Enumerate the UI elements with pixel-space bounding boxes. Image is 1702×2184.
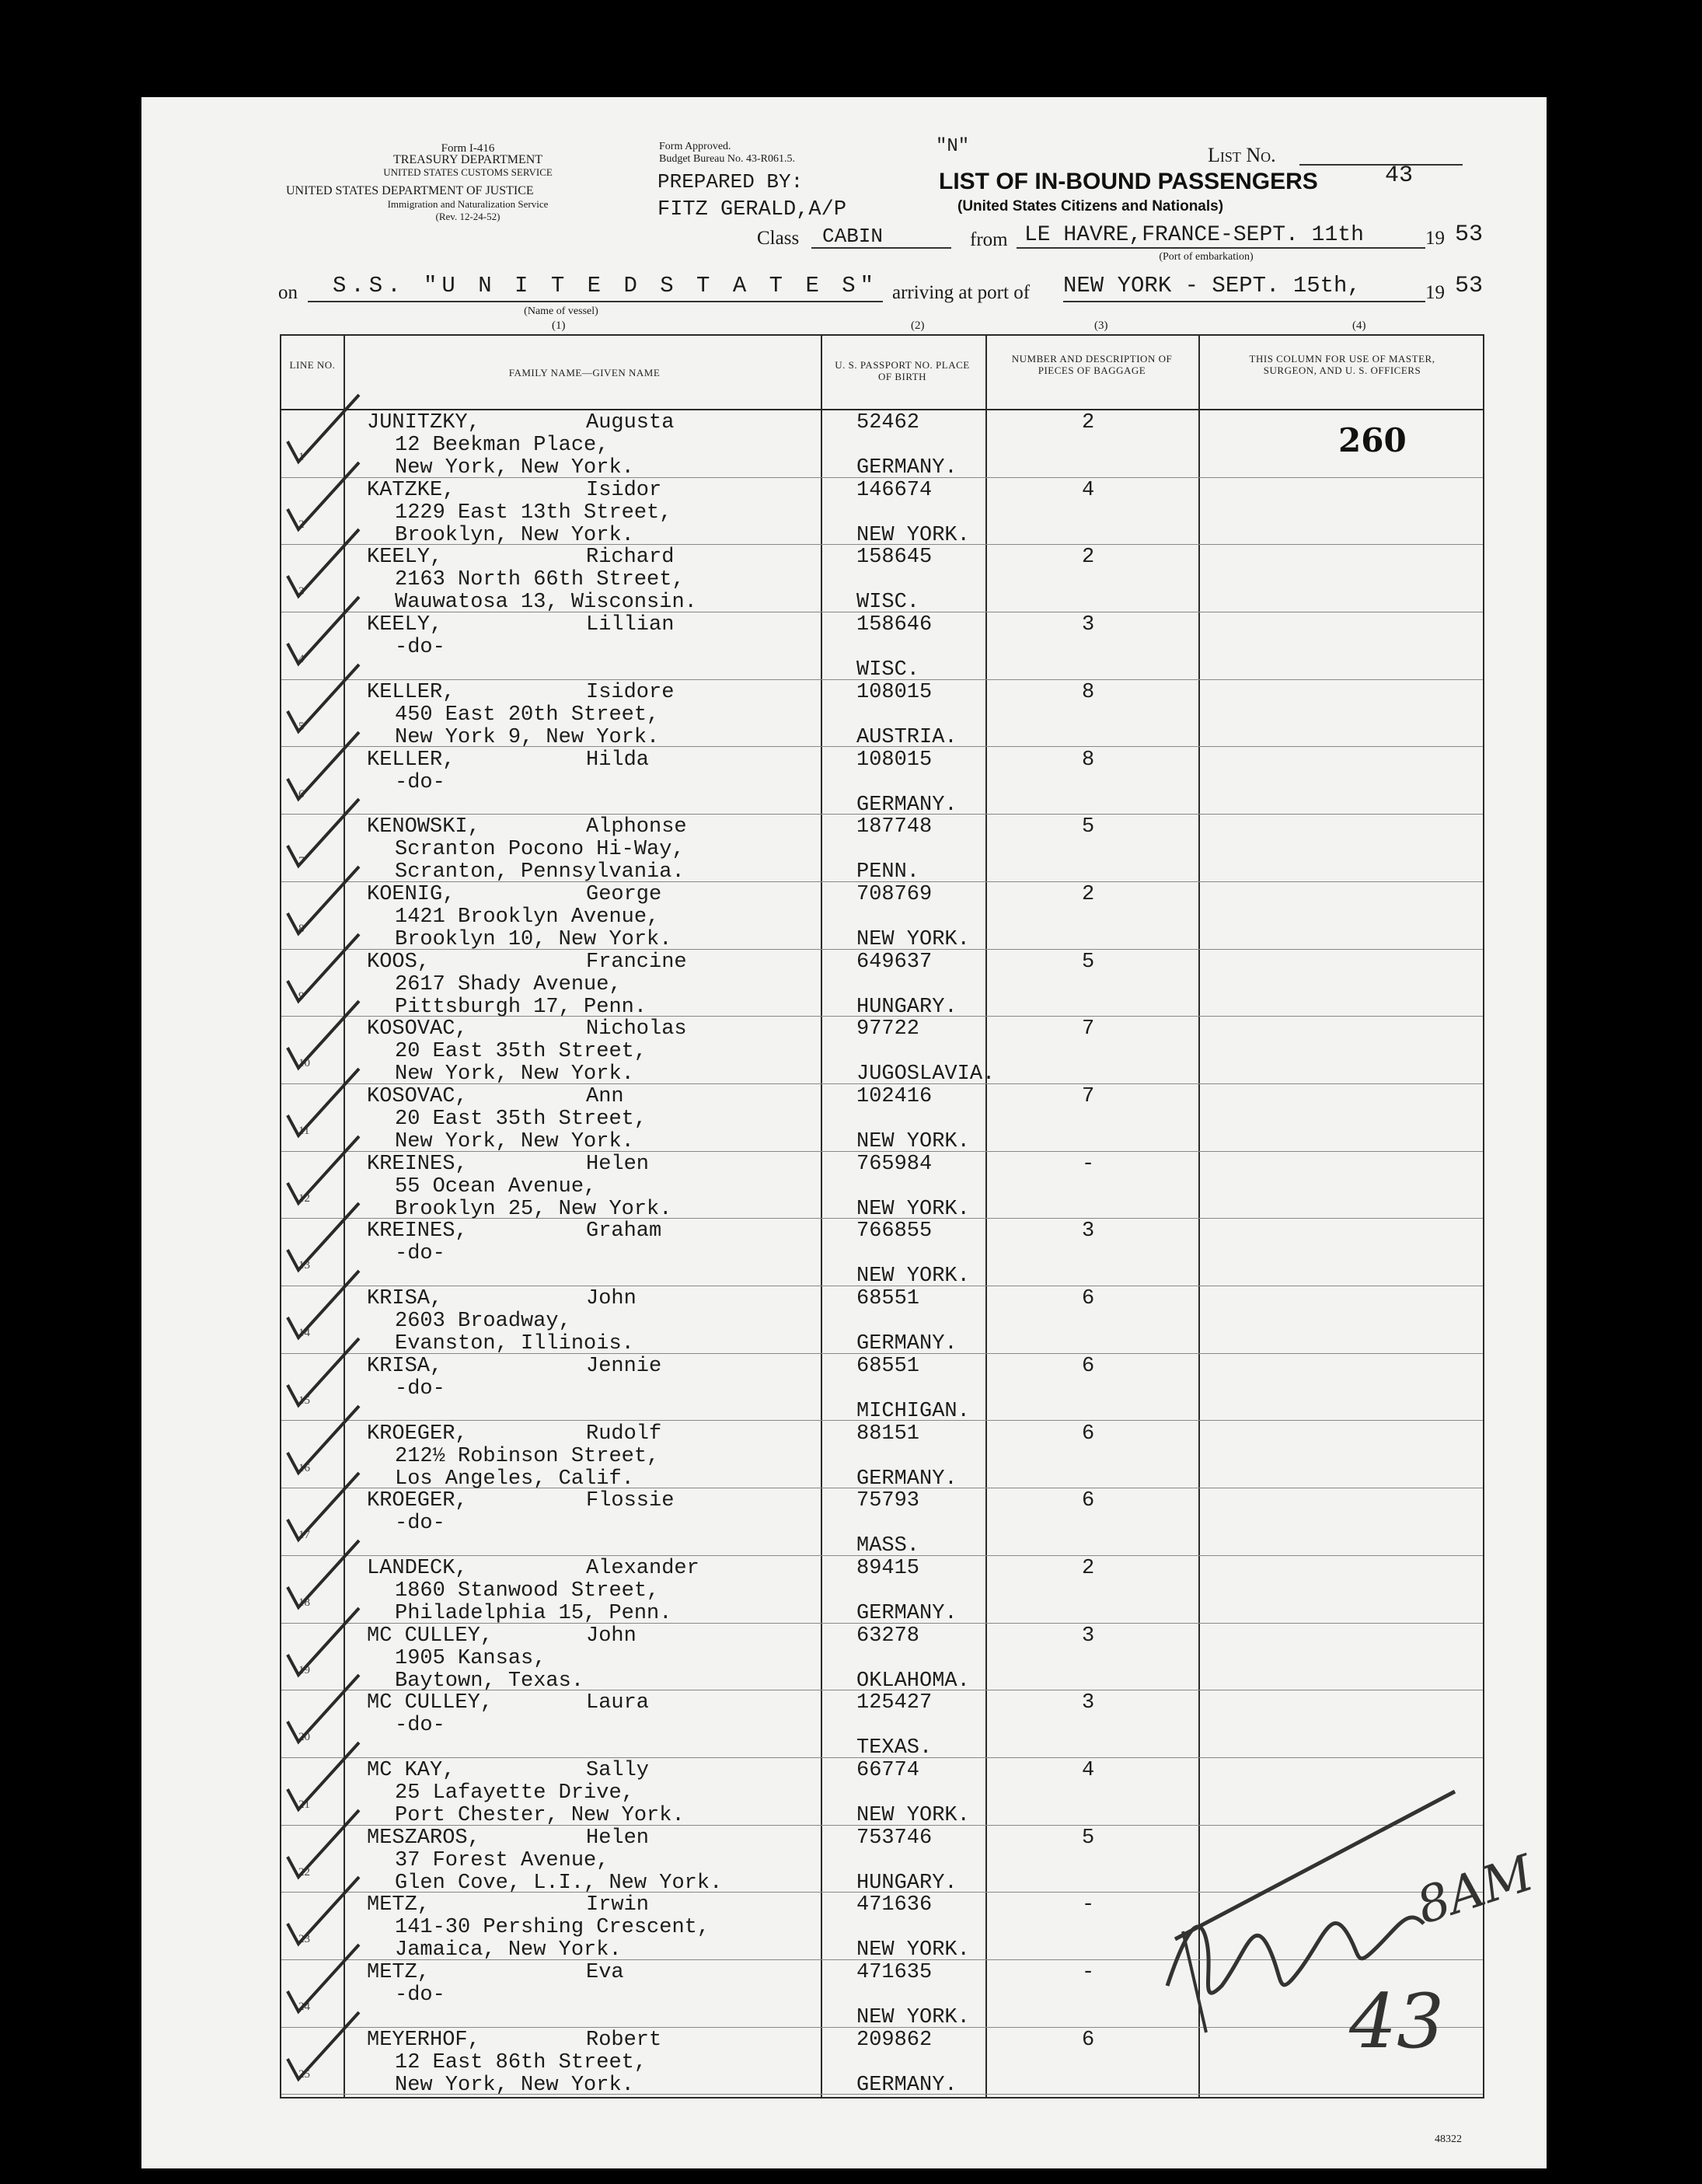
given-name: Graham: [586, 1219, 662, 1244]
table-row: [281, 1422, 1483, 1489]
given-name: Robert: [586, 2028, 662, 2052]
place-of-birth: NEW YORK.: [856, 1130, 970, 1153]
handwritten-count: 43: [1349, 1978, 1445, 2065]
address-line-1: -do-: [395, 1983, 445, 2008]
officer-note: 260: [1338, 421, 1407, 459]
line-number: 8: [298, 922, 305, 935]
passport-number: 108015: [856, 748, 933, 772]
baggage-count: 6: [1082, 1422, 1095, 1446]
table-row: [281, 748, 1483, 815]
address-line-2: Scranton, Pennsylvania.: [395, 860, 685, 884]
table-row: [281, 882, 1483, 950]
baggage-count: 6: [1082, 1489, 1095, 1513]
line-number: 16: [298, 1461, 310, 1474]
on-label: on: [278, 282, 298, 303]
given-name: Sally: [586, 1759, 650, 1782]
family-name: METZ,: [367, 1961, 431, 1985]
table-row: [281, 815, 1483, 882]
col-header-passport: U. S. PASSPORT NO. PLACE OF BIRTH: [835, 359, 970, 382]
table-row: [281, 410, 1483, 478]
place-of-birth: WISC.: [856, 591, 920, 615]
address-line-1: 212½ Robinson Street,: [395, 1444, 660, 1468]
address-line-1: 20 East 35th Street,: [395, 1040, 647, 1064]
class-value: CABIN: [822, 225, 884, 248]
line-number: 15: [298, 1394, 310, 1407]
address-line-1: -do-: [395, 1512, 445, 1536]
passport-number: 146674: [856, 478, 933, 502]
prepared-by: FITZ GERALD,A/P: [657, 198, 847, 222]
place-of-birth: OKLAHOMA.: [856, 1669, 970, 1693]
passport-number: 66774: [856, 1759, 920, 1782]
family-name: LANDECK,: [367, 1556, 468, 1580]
address-line-2: Port Chester, New York.: [395, 1804, 685, 1827]
baggage-count: 3: [1082, 1219, 1095, 1244]
place-of-birth: NEW YORK.: [856, 2006, 970, 2030]
place-of-birth: AUSTRIA.: [856, 725, 957, 749]
manifest-sheet: [141, 97, 1547, 2168]
family-name: KROEGER,: [367, 1489, 468, 1513]
place-of-birth: PENN.: [856, 860, 920, 884]
arrival-year-prefix: 19: [1425, 282, 1445, 303]
from-year-prefix: 19: [1425, 228, 1445, 249]
arrival-line: [1063, 301, 1425, 302]
place-of-birth: HUNGARY.: [856, 995, 957, 1019]
table-row: [281, 1152, 1483, 1219]
line-number: 7: [298, 855, 305, 868]
table-row: [281, 950, 1483, 1017]
baggage-count: 8: [1082, 748, 1095, 772]
given-name: Isidor: [586, 478, 662, 502]
line-number: 11: [298, 1125, 310, 1137]
line-number: 23: [298, 1933, 310, 1946]
address-line-1: 1229 East 13th Street,: [395, 501, 672, 525]
family-name: KATZKE,: [367, 478, 455, 502]
place-of-birth: GERMANY.: [856, 1332, 957, 1356]
line-number: 17: [298, 1529, 310, 1542]
from-label: from: [970, 229, 1008, 250]
address-line-2: Evanston, Illinois.: [395, 1332, 634, 1356]
place-of-birth: HUNGARY.: [856, 1871, 957, 1895]
passport-number: 649637: [856, 950, 933, 974]
customs-service: UNITED STATES CUSTOMS SERVICE: [383, 166, 553, 178]
address-line-1: 2603 Broadway,: [395, 1310, 571, 1334]
place-of-birth: NEW YORK.: [856, 523, 970, 547]
place-of-birth: NEW YORK.: [856, 1938, 970, 1962]
from-year: 53: [1455, 222, 1484, 248]
address-line-1: Scranton Pocono Hi-Way,: [395, 838, 685, 862]
given-name: George: [586, 882, 662, 906]
address-line-1: 20 East 35th Street,: [395, 1108, 647, 1131]
given-name: Alphonse: [586, 815, 687, 839]
budget-bureau: Budget Bureau No. 43-R061.5.: [659, 153, 795, 165]
list-no: 43: [1385, 162, 1414, 189]
given-name: Eva: [586, 1961, 624, 1985]
place-of-birth: WISC.: [856, 658, 920, 682]
address-line-2: Baytown, Texas.: [395, 1669, 584, 1693]
address-line-1: -do-: [395, 770, 445, 794]
family-name: KROEGER,: [367, 1422, 468, 1446]
port-caption: (Port of embarkation): [1159, 251, 1254, 263]
passport-number: 102416: [856, 1085, 933, 1108]
baggage-count: 5: [1082, 950, 1095, 974]
address-line-1: -do-: [395, 636, 445, 660]
given-name: Ann: [586, 1085, 624, 1108]
baggage-count: 4: [1082, 478, 1095, 502]
address-line-1: 2617 Shady Avenue,: [395, 972, 622, 996]
line-number: 10: [298, 1057, 310, 1070]
address-line-2: Philadelphia 15, Penn.: [395, 1601, 672, 1625]
baggage-count: 8: [1082, 680, 1095, 704]
passport-number: 89415: [856, 1556, 920, 1580]
baggage-count: 6: [1082, 1287, 1095, 1311]
list-no-line: [1299, 164, 1463, 166]
vessel-line: [308, 301, 883, 302]
line-number: 24: [298, 2001, 310, 2014]
address-line-2: Wauwatosa 13, Wisconsin.: [395, 591, 697, 615]
table-row: [281, 1488, 1483, 1556]
address-line-2: New York, New York.: [395, 1130, 634, 1153]
place-of-birth: GERMANY.: [856, 1601, 957, 1625]
checkmark-icon: [281, 2004, 367, 2090]
family-name: KEELY,: [367, 546, 443, 570]
passport-number: 68551: [856, 1287, 920, 1311]
n-mark: "N": [936, 136, 970, 157]
baggage-count: 6: [1082, 2028, 1095, 2052]
line-number: 18: [298, 1596, 310, 1609]
family-name: JUNITZKY,: [367, 411, 480, 434]
place-of-birth: GERMANY.: [856, 456, 957, 480]
from-port: LE HAVRE,FRANCE-SEPT. 11th: [1024, 223, 1364, 247]
given-name: Isidore: [586, 680, 675, 704]
address-line-1: 55 Ocean Avenue,: [395, 1174, 597, 1198]
family-name: KOENIG,: [367, 882, 455, 906]
from-line: [1017, 247, 1425, 249]
vessel-caption: (Name of vessel): [524, 305, 598, 317]
col-header-officers: THIS COLUMN FOR USE OF MASTER, SURGEON, AND U. S. OFFICERS: [1249, 353, 1435, 376]
family-name: KREINES,: [367, 1152, 468, 1176]
arrival-port: NEW YORK - SEPT. 15th,: [1063, 273, 1361, 298]
family-name: MC CULLEY,: [367, 1691, 494, 1715]
passport-number: 52462: [856, 411, 920, 434]
footer-form-number: 48322: [1435, 2133, 1462, 2145]
table-row: [281, 545, 1483, 615]
line-number: 21: [298, 1798, 310, 1811]
passport-number: 765984: [856, 1152, 933, 1176]
form-approved: Form Approved.: [659, 141, 731, 152]
baggage-count: 2: [1082, 411, 1095, 434]
address-line-1: 25 Lafayette Drive,: [395, 1781, 634, 1805]
given-name: Helen: [586, 1826, 650, 1850]
address-line-1: 450 East 20th Street,: [395, 703, 660, 727]
table-row: [281, 1690, 1483, 1758]
family-name: KEELY,: [367, 613, 443, 637]
passport-number: 158645: [856, 546, 933, 570]
passport-number: 68551: [856, 1354, 920, 1378]
line-number: 13: [298, 1259, 310, 1272]
given-name: Lillian: [586, 613, 675, 637]
address-line-1: 141-30 Pershing Crescent,: [395, 1916, 710, 1940]
arriving-label: arriving at port of: [892, 282, 1031, 303]
address-line-2: Brooklyn 10, New York.: [395, 927, 672, 951]
place-of-birth: GERMANY.: [856, 2073, 957, 2097]
line-number: 25: [298, 2067, 310, 2081]
address-line-2: New York, New York.: [395, 2073, 634, 2097]
given-name: Nicholas: [586, 1017, 687, 1041]
line-number: 5: [298, 720, 305, 733]
place-of-birth: NEW YORK.: [856, 1265, 970, 1289]
passport-number: 88151: [856, 1422, 920, 1446]
justice-dept: UNITED STATES DEPARTMENT OF JUSTICE: [286, 184, 534, 197]
given-name: Hilda: [586, 748, 650, 772]
address-line-2: Glen Cove, L.I., New York.: [395, 1871, 723, 1895]
passport-number: 766855: [856, 1219, 933, 1244]
baggage-count: 7: [1082, 1085, 1095, 1108]
given-name: Alexander: [586, 1556, 699, 1580]
revision-date: (Rev. 12-24-52): [435, 211, 500, 222]
baggage-count: 6: [1082, 1354, 1095, 1378]
table-row: [281, 1219, 1483, 1289]
family-name: MESZAROS,: [367, 1826, 480, 1850]
given-name: Helen: [586, 1152, 650, 1176]
address-line-1: 1905 Kansas,: [395, 1646, 546, 1670]
line-number: 6: [298, 787, 305, 801]
treasury-dept: TREASURY DEPARTMENT: [392, 153, 543, 166]
address-line-2: New York 9, New York.: [395, 725, 660, 749]
passport-number: 75793: [856, 1489, 920, 1513]
list-subtitle: (United States Citizens and Nationals): [957, 198, 1224, 215]
address-line-1: 2163 North 66th Street,: [395, 568, 685, 592]
family-name: KRISA,: [367, 1287, 443, 1311]
given-name: Laura: [586, 1691, 650, 1715]
passport-number: 753746: [856, 1826, 933, 1850]
given-name: Richard: [586, 546, 675, 570]
ins-service: Immigration and Naturalization Service: [387, 198, 549, 210]
passport-number: 108015: [856, 680, 933, 704]
table-row: [281, 1017, 1483, 1087]
address-line-2: New York, New York.: [395, 1062, 634, 1087]
given-name: Rudolf: [586, 1422, 662, 1446]
place-of-birth: TEXAS.: [856, 1736, 933, 1760]
family-name: KELLER,: [367, 680, 455, 704]
address-line-1: -do-: [395, 1376, 445, 1401]
family-name: KOSOVAC,: [367, 1017, 468, 1041]
passport-number: 471635: [856, 1961, 933, 1985]
table-row: [281, 612, 1483, 680]
table-row: [281, 478, 1483, 546]
passport-number: 187748: [856, 815, 933, 839]
baggage-count: 5: [1082, 815, 1095, 839]
baggage-count: 3: [1082, 1624, 1095, 1648]
address-line-1: 12 East 86th Street,: [395, 2050, 647, 2074]
table-row: [281, 1354, 1483, 1422]
address-line-2: Brooklyn 25, New York.: [395, 1197, 672, 1221]
col-header-line-no: LINE NO.: [289, 359, 336, 371]
col-number-4: (4): [1352, 319, 1366, 332]
place-of-birth: GERMANY.: [856, 1467, 957, 1491]
line-number: 4: [298, 653, 305, 666]
line-number: 22: [298, 1865, 310, 1879]
place-of-birth: NEW YORK.: [856, 1804, 970, 1827]
line-number: 19: [298, 1663, 310, 1676]
family-name: KOOS,: [367, 950, 431, 974]
passport-number: 158646: [856, 613, 933, 637]
list-no-label: List No.: [1208, 144, 1276, 166]
col-number-3: (3): [1094, 319, 1108, 332]
passport-number: 471636: [856, 1893, 933, 1917]
place-of-birth: NEW YORK.: [856, 1197, 970, 1221]
address-line-2: Jamaica, New York.: [395, 1938, 622, 1962]
passport-number: 97722: [856, 1017, 920, 1041]
given-name: John: [586, 1624, 637, 1648]
family-name: KELLER,: [367, 748, 455, 772]
vessel-name: S.S. "U N I T E D S T A T E S": [333, 273, 879, 298]
given-name: Augusta: [586, 411, 675, 434]
address-line-1: -do-: [395, 1714, 445, 1738]
given-name: Flossie: [586, 1489, 675, 1513]
family-name: KOSOVAC,: [367, 1085, 468, 1108]
address-line-2: Brooklyn, New York.: [395, 523, 634, 547]
col-header-baggage: NUMBER AND DESCRIPTION OF PIECES OF BAGGAGE: [1011, 353, 1173, 376]
passport-number: 708769: [856, 882, 933, 906]
line-number: 20: [298, 1731, 310, 1744]
prepared-by-label: PREPARED BY:: [657, 170, 804, 194]
baggage-count: 7: [1082, 1017, 1095, 1041]
address-line-2: Los Angeles, Calif.: [395, 1467, 634, 1491]
given-name: Francine: [586, 950, 687, 974]
given-name: Irwin: [586, 1893, 650, 1917]
table-row: [281, 680, 1483, 748]
family-name: MC CULLEY,: [367, 1624, 494, 1648]
address-line-1: 37 Forest Avenue,: [395, 1848, 609, 1872]
baggage-count: 3: [1082, 1691, 1095, 1715]
family-name: MEYERHOF,: [367, 2028, 480, 2052]
place-of-birth: MICHIGAN.: [856, 1399, 970, 1423]
address-line-1: 1860 Stanwood Street,: [395, 1579, 660, 1603]
table-row: [281, 1084, 1483, 1152]
address-line-2: New York, New York.: [395, 456, 634, 480]
place-of-birth: MASS.: [856, 1534, 920, 1558]
baggage-count: 2: [1082, 882, 1095, 906]
baggage-count: 4: [1082, 1759, 1095, 1782]
given-name: Jennie: [586, 1354, 662, 1378]
address-line-1: -do-: [395, 1242, 445, 1266]
table-row: [281, 1286, 1483, 1354]
baggage-count: 2: [1082, 1556, 1095, 1580]
baggage-count: 2: [1082, 546, 1095, 570]
handwritten-time: 8AM: [1410, 1844, 1541, 1936]
baggage-count: -: [1082, 1893, 1095, 1917]
place-of-birth: NEW YORK.: [856, 927, 970, 951]
family-name: MC KAY,: [367, 1759, 455, 1782]
family-name: KRISA,: [367, 1354, 443, 1378]
family-name: KENOWSKI,: [367, 815, 480, 839]
col-number-1: (1): [552, 319, 566, 332]
address-line-2: Pittsburgh 17, Penn.: [395, 995, 647, 1019]
list-title: LIST OF IN-BOUND PASSENGERS: [939, 169, 1318, 194]
baggage-count: 5: [1082, 1826, 1095, 1850]
baggage-count: 3: [1082, 613, 1095, 637]
col-header-name: FAMILY NAME—GIVEN NAME: [508, 367, 661, 379]
given-name: John: [586, 1287, 637, 1311]
address-line-1: 1421 Brooklyn Avenue,: [395, 905, 660, 929]
family-name: KREINES,: [367, 1219, 468, 1244]
passport-number: 209862: [856, 2028, 933, 2052]
line-number: 3: [298, 585, 305, 598]
family-name: METZ,: [367, 1893, 431, 1917]
line-number: 9: [298, 989, 305, 1003]
line-number: 2: [298, 518, 305, 531]
arrival-year: 53: [1455, 273, 1484, 299]
passport-number: 63278: [856, 1624, 920, 1648]
place-of-birth: JUGOSLAVIA.: [856, 1062, 996, 1087]
line-number: 12: [298, 1191, 310, 1205]
line-number: 1: [298, 451, 305, 463]
place-of-birth: GERMANY.: [856, 793, 957, 817]
address-line-1: 12 Beekman Place,: [395, 434, 609, 457]
table-row: [281, 1556, 1483, 1624]
baggage-count: -: [1082, 1961, 1095, 1985]
form-number: Form I-416: [441, 142, 495, 155]
passport-number: 125427: [856, 1691, 933, 1715]
class-label: Class: [757, 228, 800, 249]
line-number: 14: [298, 1327, 310, 1340]
col-number-2: (2): [911, 319, 925, 332]
table-row: [281, 1624, 1483, 1691]
baggage-count: -: [1082, 1152, 1095, 1176]
